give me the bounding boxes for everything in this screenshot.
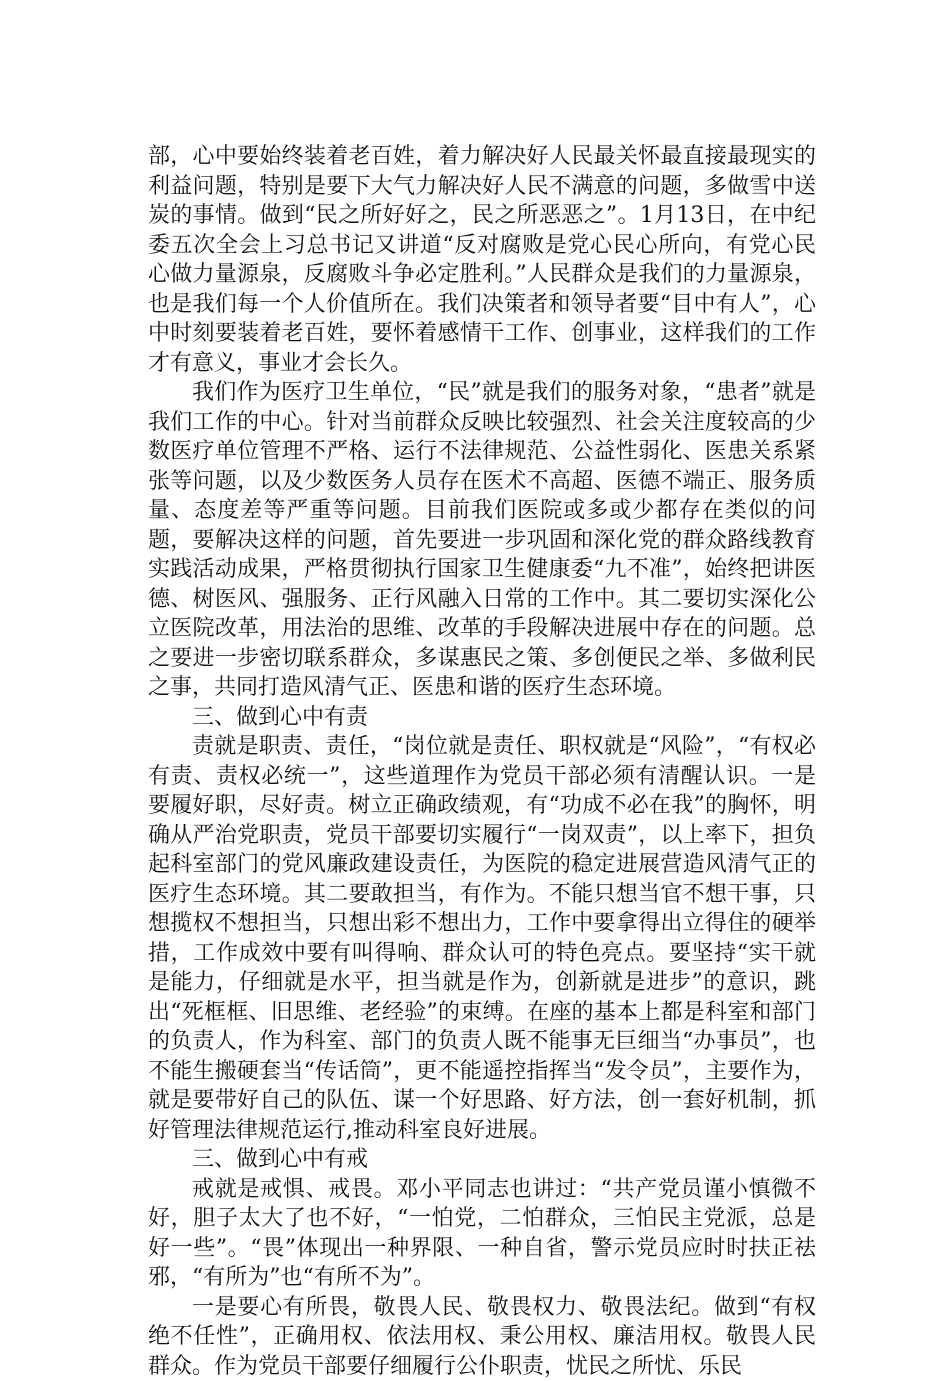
document-page (148, 142, 816, 1381)
paragraph-2: 我们作为医疗卫生单位，“民”就是我们的服务对象，“患者”就是我们工作的中心。针对当前群众反映比较强烈、社会关注度较高的少数医疗单位管理不严格、运行不法律规范、公益性弱化、医患关系紧张等问题，以及少数医务人员存在医术不高超、医德不端正、服务质量、态度差等严重等问题。目前我们医院或多或少都存在类似的问题，要解决这样的问题，首先要进一步巩固和深化党的群众路线教育实践活动成果，严格贯彻执行国家卫生健康委“九不准”，始终把讲医德、树医风、强服务、正行风融入日常的工作中。其二要切实深化公立医院改革，用法治的思维、改革的手段解决进展中存在的问题。总之要进一步密切联系群众，多谋惠民之策、多创便民之举、多做利民之事，共同打造风清气正、医患和谐的医疗生态环境。 (148, 378, 816, 703)
section-heading-duty: 三、做到心中有责 (148, 703, 816, 733)
paragraph-3: 责就是职责、责任，“岗位就是责任、职权就是“风险”，“有权必有责、责权必统一”，这些道理作为党员干部必须有清醒认识。一是要履好职，尽好责。树立正确政绩观，有“功成不必在我”的胸怀，明确从严治党职责，党员干部要切实履行“一岗双责”，以上率下，担负起科室部门的党风廉政建设责任，为医院的稳定进展营造风清气正的医疗生态环境。其二要敢担当，有作为。不能只想当官不想干事，只想揽权不想担当，只想出彩不想出力，工作中要拿得出立得住的硬举措，工作成效中要有叫得响、群众认可的特色亮点。要坚持“实干就是能力，仔细就是水平，担当就是作为，创新就是进步”的意识，跳出“死框框、旧思维、老经验”的束缚。在座的基本上都是科室和部门的负责人，作为科室、部门的负责人既不能事无巨细当“办事员”，也不能生搬硬套当“传话筒”，更不能遥控指挥当“发令员”，主要作为，就是要带好自己的队伍、谋一个好思路、好方法，创一套好机制，抓好管理法律规范运行,推动科室良好进展。 (148, 732, 816, 1145)
paragraph-1: 部，心中要始终装着老百姓，着力解决好人民最关怀最直接最现实的利益问题，特别是要下大气力解决好人民不满意的问题，多做雪中送炭的事情。做到“民之所好好之，民之所恶恶之”。1月13日，在中纪委五次全会上习总书记又讲道“反对腐败是党心民心所向，有党心民心做力量源泉，反腐败斗争必定胜利。”人民群众是我们的力量源泉，也是我们每一个人价值所在。我们决策者和领导者要“目中有人”，心中时刻要装着老百姓，要怀着感情干工作、创事业，这样我们的工作才有意义，事业才会长久。 (148, 142, 816, 378)
paragraph-4: 戒就是戒惧、戒畏。邓小平同志也讲过：“共产党员谨小慎微不好，胆子太大了也不好，“一怕党，二怕群众，三怕民主党派，总是好一些”。“畏”体现出一种界限、一种自省，警示党员应时时扶正祛邪，“有所为”也“有所不为”。 (148, 1175, 816, 1293)
section-heading-restraint: 三、做到心中有戒 (148, 1145, 816, 1175)
paragraph-5: 一是要心有所畏，敬畏人民、敬畏权力、敬畏法纪。做到“有权绝不任性”，正确用权、依法用权、秉公用权、廉洁用权。敬畏人民群众。作为党员干部要仔细履行公仆职责，忧民之所忧、乐民 (148, 1293, 816, 1381)
